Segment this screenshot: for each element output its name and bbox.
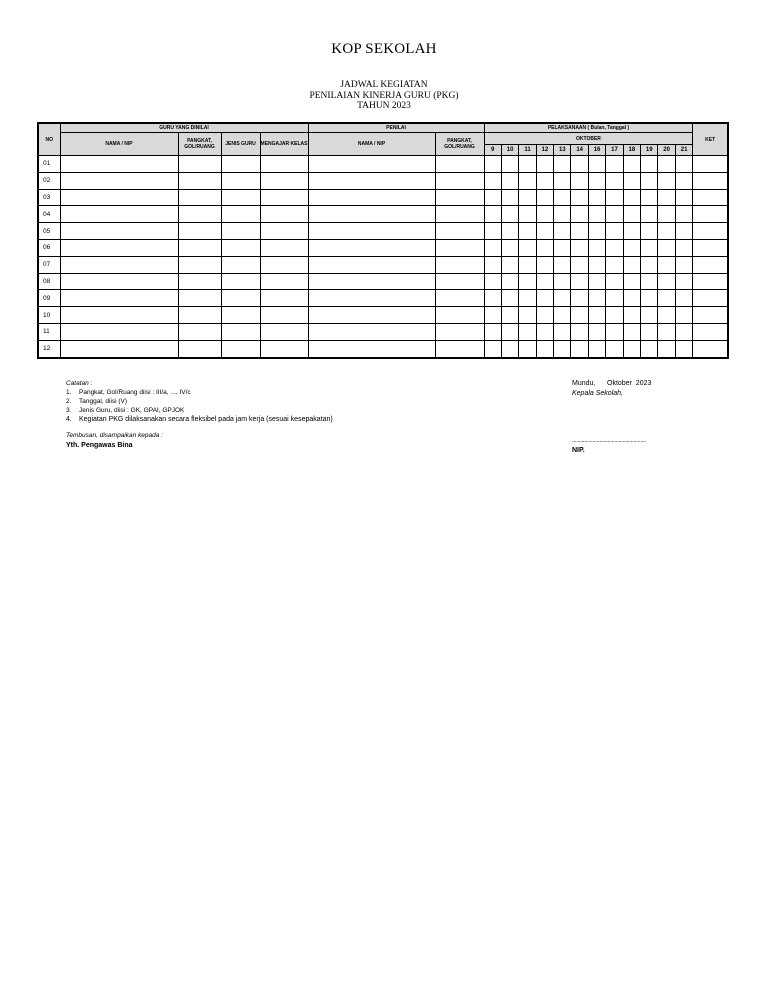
penilai-pangkat-cell[interactable] bbox=[435, 189, 484, 206]
day-cell[interactable] bbox=[554, 172, 571, 189]
day-cell[interactable] bbox=[588, 307, 605, 324]
header-ket: KET bbox=[693, 123, 728, 156]
day-cell[interactable] bbox=[536, 223, 553, 240]
row-number: 05 bbox=[38, 223, 60, 240]
day-cell[interactable] bbox=[519, 189, 536, 206]
penilai-nama-cell[interactable] bbox=[308, 273, 435, 290]
day-cell[interactable] bbox=[501, 206, 518, 223]
penilai-nama-cell[interactable] bbox=[308, 323, 435, 340]
table-row bbox=[38, 239, 728, 256]
day-cell[interactable] bbox=[675, 223, 693, 240]
day-cell[interactable] bbox=[641, 206, 658, 223]
day-cell[interactable] bbox=[588, 223, 605, 240]
day-header: 10 bbox=[501, 145, 518, 156]
day-cell[interactable] bbox=[658, 290, 675, 307]
day-cell[interactable] bbox=[623, 256, 640, 273]
day-cell[interactable] bbox=[484, 290, 501, 307]
penilai-nama-cell[interactable] bbox=[308, 223, 435, 240]
day-cell[interactable] bbox=[519, 206, 536, 223]
day-cell[interactable] bbox=[606, 273, 623, 290]
mengajar-kelas-cell[interactable] bbox=[260, 340, 308, 357]
table-row bbox=[38, 206, 728, 223]
day-cell[interactable] bbox=[554, 340, 571, 357]
header-penilai-pangkat: PANGKAT, GOL/RUANG bbox=[435, 133, 484, 156]
day-cell[interactable] bbox=[484, 273, 501, 290]
day-cell[interactable] bbox=[623, 206, 640, 223]
day-cell[interactable] bbox=[675, 206, 693, 223]
header-pelaksanaan: PELAKSANAAN ( Bulan, Tanggal ) bbox=[484, 123, 693, 133]
ket-cell[interactable] bbox=[693, 273, 728, 290]
penilai-nama-cell[interactable] bbox=[308, 206, 435, 223]
day-cell[interactable] bbox=[571, 223, 588, 240]
day-cell[interactable] bbox=[519, 239, 536, 256]
schedule-table bbox=[37, 122, 729, 359]
table-row bbox=[38, 340, 728, 357]
day-cell[interactable] bbox=[606, 223, 623, 240]
day-cell[interactable] bbox=[658, 340, 675, 357]
row-number: 09 bbox=[38, 290, 60, 307]
table-row bbox=[38, 156, 728, 173]
day-cell[interactable] bbox=[571, 273, 588, 290]
penilai-pangkat-cell[interactable] bbox=[435, 256, 484, 273]
ket-cell[interactable] bbox=[693, 340, 728, 357]
day-header: 21 bbox=[675, 145, 693, 156]
day-cell[interactable] bbox=[623, 290, 640, 307]
day-cell[interactable] bbox=[658, 239, 675, 256]
notes-heading: Catatan : bbox=[66, 380, 93, 387]
penilai-nama-cell[interactable] bbox=[308, 239, 435, 256]
day-cell[interactable] bbox=[658, 206, 675, 223]
jenis-guru-cell[interactable] bbox=[221, 340, 260, 357]
day-cell[interactable] bbox=[641, 156, 658, 173]
table-row bbox=[38, 223, 728, 240]
guru-nama-cell[interactable] bbox=[60, 307, 178, 324]
ket-cell[interactable] bbox=[693, 239, 728, 256]
day-cell[interactable] bbox=[658, 189, 675, 206]
day-cell[interactable] bbox=[658, 273, 675, 290]
day-cell[interactable] bbox=[536, 156, 553, 173]
mengajar-kelas-cell[interactable] bbox=[260, 290, 308, 307]
day-cell[interactable] bbox=[658, 172, 675, 189]
day-cell[interactable] bbox=[675, 156, 693, 173]
day-cell[interactable] bbox=[641, 189, 658, 206]
notes bbox=[66, 379, 333, 424]
day-cell[interactable] bbox=[641, 172, 658, 189]
row-number: 07 bbox=[38, 256, 60, 273]
guru-nama-cell[interactable] bbox=[60, 340, 178, 357]
day-cell[interactable] bbox=[606, 239, 623, 256]
day-cell[interactable] bbox=[623, 307, 640, 324]
day-cell[interactable] bbox=[641, 323, 658, 340]
kop-sekolah: KOP SEKOLAH bbox=[331, 41, 437, 57]
day-cell[interactable] bbox=[571, 206, 588, 223]
day-cell[interactable] bbox=[554, 223, 571, 240]
guru-nama-cell[interactable] bbox=[60, 273, 178, 290]
table-row bbox=[38, 189, 728, 206]
ket-cell[interactable] bbox=[693, 256, 728, 273]
mengajar-kelas-cell[interactable] bbox=[260, 156, 308, 173]
day-cell[interactable] bbox=[571, 172, 588, 189]
day-cell[interactable] bbox=[484, 340, 501, 357]
signature-line: ...................................................... bbox=[572, 438, 646, 444]
ket-cell[interactable] bbox=[693, 206, 728, 223]
jenis-guru-cell[interactable] bbox=[221, 156, 260, 173]
jenis-guru-cell[interactable] bbox=[221, 239, 260, 256]
tembusan-recipient: Yth. Pengawas Bina bbox=[66, 442, 133, 449]
mengajar-kelas-cell[interactable] bbox=[260, 323, 308, 340]
day-cell[interactable] bbox=[641, 340, 658, 357]
table-row bbox=[38, 172, 728, 189]
day-cell[interactable] bbox=[588, 273, 605, 290]
day-cell[interactable] bbox=[623, 172, 640, 189]
guru-pangkat-cell[interactable] bbox=[178, 323, 221, 340]
day-cell[interactable] bbox=[588, 172, 605, 189]
day-cell[interactable] bbox=[484, 223, 501, 240]
day-cell[interactable] bbox=[501, 256, 518, 273]
day-cell[interactable] bbox=[484, 307, 501, 324]
document-title bbox=[0, 80, 768, 112]
header-mengajar-kelas: MENGAJAR KELAS bbox=[260, 133, 308, 156]
day-cell[interactable] bbox=[536, 256, 553, 273]
day-cell[interactable] bbox=[588, 290, 605, 307]
day-header: 20 bbox=[658, 145, 675, 156]
day-cell[interactable] bbox=[623, 189, 640, 206]
penilai-nama-cell[interactable] bbox=[308, 256, 435, 273]
guru-pangkat-cell[interactable] bbox=[178, 307, 221, 324]
day-cell[interactable] bbox=[675, 189, 693, 206]
day-cell[interactable] bbox=[675, 340, 693, 357]
day-cell[interactable] bbox=[623, 323, 640, 340]
penilai-pangkat-cell[interactable] bbox=[435, 206, 484, 223]
day-cell[interactable] bbox=[519, 256, 536, 273]
day-cell[interactable] bbox=[519, 323, 536, 340]
day-cell[interactable] bbox=[641, 307, 658, 324]
day-cell[interactable] bbox=[501, 172, 518, 189]
day-header: 19 bbox=[641, 145, 658, 156]
guru-nama-cell[interactable] bbox=[60, 172, 178, 189]
day-cell[interactable] bbox=[606, 340, 623, 357]
guru-pangkat-cell[interactable] bbox=[178, 256, 221, 273]
note-item: 1. Pangkat, Gol/Ruang diisi : III/a, ..., IV/c bbox=[66, 389, 191, 396]
place-date: Mundu, Oktober 2023 bbox=[572, 380, 652, 387]
header-guru-pangkat: PANGKAT, GOL/RUANG bbox=[178, 133, 221, 156]
day-cell[interactable] bbox=[606, 290, 623, 307]
note-item: 4. Kegiatan PKG dilaksanakan secara fleksibel pada jam kerja (sesuai kesepakatan) bbox=[66, 416, 333, 423]
day-cell[interactable] bbox=[606, 307, 623, 324]
day-cell[interactable] bbox=[606, 172, 623, 189]
day-cell[interactable] bbox=[623, 239, 640, 256]
signer-nip: NIP. bbox=[572, 447, 585, 454]
day-cell[interactable] bbox=[588, 189, 605, 206]
table-row bbox=[38, 273, 728, 290]
day-header: 11 bbox=[519, 145, 536, 156]
day-cell[interactable] bbox=[554, 239, 571, 256]
day-cell[interactable] bbox=[641, 290, 658, 307]
day-cell[interactable] bbox=[519, 156, 536, 173]
title-line-3: TAHUN 2023 bbox=[357, 101, 411, 111]
ket-cell[interactable] bbox=[693, 189, 728, 206]
day-cell[interactable] bbox=[536, 206, 553, 223]
day-cell[interactable] bbox=[536, 290, 553, 307]
jenis-guru-cell[interactable] bbox=[221, 290, 260, 307]
day-cell[interactable] bbox=[554, 189, 571, 206]
mengajar-kelas-cell[interactable] bbox=[260, 172, 308, 189]
day-cell[interactable] bbox=[623, 223, 640, 240]
header-guru-dinilai: GURU YANG DINILAI bbox=[60, 123, 308, 133]
day-cell[interactable] bbox=[554, 256, 571, 273]
day-cell[interactable] bbox=[658, 323, 675, 340]
day-cell[interactable] bbox=[641, 256, 658, 273]
note-item: 2. Tanggal, diisi (V) bbox=[66, 398, 128, 405]
penilai-pangkat-cell[interactable] bbox=[435, 340, 484, 357]
day-cell[interactable] bbox=[658, 223, 675, 240]
day-cell[interactable] bbox=[606, 206, 623, 223]
day-cell[interactable] bbox=[641, 273, 658, 290]
day-cell[interactable] bbox=[484, 156, 501, 173]
jenis-guru-cell[interactable] bbox=[221, 223, 260, 240]
day-cell[interactable] bbox=[484, 323, 501, 340]
guru-pangkat-cell[interactable] bbox=[178, 340, 221, 357]
day-cell[interactable] bbox=[675, 239, 693, 256]
mengajar-kelas-cell[interactable] bbox=[260, 273, 308, 290]
day-cell[interactable] bbox=[641, 223, 658, 240]
guru-pangkat-cell[interactable] bbox=[178, 156, 221, 173]
day-cell[interactable] bbox=[484, 172, 501, 189]
ket-cell[interactable] bbox=[693, 307, 728, 324]
guru-pangkat-cell[interactable] bbox=[178, 239, 221, 256]
mengajar-kelas-cell[interactable] bbox=[260, 206, 308, 223]
guru-pangkat-cell[interactable] bbox=[178, 290, 221, 307]
row-number: 03 bbox=[38, 189, 60, 206]
row-number: 02 bbox=[38, 172, 60, 189]
day-cell[interactable] bbox=[606, 156, 623, 173]
day-cell[interactable] bbox=[658, 256, 675, 273]
penilai-pangkat-cell[interactable] bbox=[435, 223, 484, 240]
jenis-guru-cell[interactable] bbox=[221, 189, 260, 206]
penilai-nama-cell[interactable] bbox=[308, 172, 435, 189]
day-cell[interactable] bbox=[658, 307, 675, 324]
guru-nama-cell[interactable] bbox=[60, 239, 178, 256]
ket-cell[interactable] bbox=[693, 290, 728, 307]
row-number: 12 bbox=[38, 340, 60, 357]
tembusan bbox=[66, 431, 163, 451]
day-cell[interactable] bbox=[588, 239, 605, 256]
day-cell[interactable] bbox=[536, 307, 553, 324]
day-cell[interactable] bbox=[536, 273, 553, 290]
header-jenis-guru: JENIS GURU bbox=[221, 133, 260, 156]
mengajar-kelas-cell[interactable] bbox=[260, 256, 308, 273]
day-cell[interactable] bbox=[501, 340, 518, 357]
guru-nama-cell[interactable] bbox=[60, 323, 178, 340]
guru-nama-cell[interactable] bbox=[60, 256, 178, 273]
day-cell[interactable] bbox=[501, 223, 518, 240]
jenis-guru-cell[interactable] bbox=[221, 256, 260, 273]
row-number: 01 bbox=[38, 156, 60, 173]
day-cell[interactable] bbox=[554, 273, 571, 290]
day-cell[interactable] bbox=[554, 307, 571, 324]
day-cell[interactable] bbox=[484, 206, 501, 223]
day-cell[interactable] bbox=[536, 189, 553, 206]
day-cell[interactable] bbox=[588, 206, 605, 223]
penilai-nama-cell[interactable] bbox=[308, 156, 435, 173]
day-cell[interactable] bbox=[588, 256, 605, 273]
row-number: 08 bbox=[38, 273, 60, 290]
day-cell[interactable] bbox=[658, 156, 675, 173]
row-number: 04 bbox=[38, 206, 60, 223]
day-cell[interactable] bbox=[571, 290, 588, 307]
header-month: OKTOBER bbox=[484, 133, 693, 145]
jenis-guru-cell[interactable] bbox=[221, 307, 260, 324]
day-cell[interactable] bbox=[484, 189, 501, 206]
penilai-pangkat-cell[interactable] bbox=[435, 307, 484, 324]
guru-nama-cell[interactable] bbox=[60, 206, 178, 223]
day-cell[interactable] bbox=[571, 323, 588, 340]
day-cell[interactable] bbox=[554, 323, 571, 340]
day-cell[interactable] bbox=[571, 239, 588, 256]
row-number: 11 bbox=[38, 323, 60, 340]
day-cell[interactable] bbox=[675, 273, 693, 290]
day-cell[interactable] bbox=[536, 172, 553, 189]
row-number: 06 bbox=[38, 239, 60, 256]
day-cell[interactable] bbox=[623, 340, 640, 357]
ket-cell[interactable] bbox=[693, 323, 728, 340]
day-cell[interactable] bbox=[554, 156, 571, 173]
penilai-nama-cell[interactable] bbox=[308, 290, 435, 307]
penilai-nama-cell[interactable] bbox=[308, 189, 435, 206]
jenis-guru-cell[interactable] bbox=[221, 206, 260, 223]
jenis-guru-cell[interactable] bbox=[221, 323, 260, 340]
day-cell[interactable] bbox=[536, 239, 553, 256]
day-cell[interactable] bbox=[606, 189, 623, 206]
guru-nama-cell[interactable] bbox=[60, 223, 178, 240]
day-cell[interactable] bbox=[501, 189, 518, 206]
day-cell[interactable] bbox=[519, 307, 536, 324]
header-guru-nama: NAMA / NIP bbox=[60, 133, 178, 156]
guru-nama-cell[interactable] bbox=[60, 156, 178, 173]
day-cell[interactable] bbox=[675, 290, 693, 307]
table-row bbox=[38, 256, 728, 273]
penilai-pangkat-cell[interactable] bbox=[435, 156, 484, 173]
day-header: 9 bbox=[484, 145, 501, 156]
day-cell[interactable] bbox=[641, 239, 658, 256]
day-cell[interactable] bbox=[554, 206, 571, 223]
day-cell[interactable] bbox=[501, 156, 518, 173]
day-cell[interactable] bbox=[554, 290, 571, 307]
tembusan-label: Tembusan, disampaikan kepada : bbox=[66, 432, 163, 439]
guru-pangkat-cell[interactable] bbox=[178, 189, 221, 206]
day-cell[interactable] bbox=[588, 156, 605, 173]
header-no: NO bbox=[38, 123, 60, 156]
ket-cell[interactable] bbox=[693, 172, 728, 189]
penilai-pangkat-cell[interactable] bbox=[435, 273, 484, 290]
day-cell[interactable] bbox=[623, 156, 640, 173]
penilai-pangkat-cell[interactable] bbox=[435, 323, 484, 340]
day-cell[interactable] bbox=[501, 307, 518, 324]
ket-cell[interactable] bbox=[693, 156, 728, 173]
table-row bbox=[38, 290, 728, 307]
day-cell[interactable] bbox=[571, 307, 588, 324]
day-cell[interactable] bbox=[571, 156, 588, 173]
mengajar-kelas-cell[interactable] bbox=[260, 307, 308, 324]
day-cell[interactable] bbox=[519, 340, 536, 357]
jenis-guru-cell[interactable] bbox=[221, 273, 260, 290]
title-line-1: JADWAL KEGIATAN bbox=[340, 80, 428, 90]
header-penilai-nama: NAMA / NIP bbox=[308, 133, 435, 156]
day-cell[interactable] bbox=[536, 340, 553, 357]
day-cell[interactable] bbox=[571, 256, 588, 273]
day-cell[interactable] bbox=[501, 290, 518, 307]
day-cell[interactable] bbox=[588, 340, 605, 357]
day-cell[interactable] bbox=[606, 256, 623, 273]
guru-pangkat-cell[interactable] bbox=[178, 223, 221, 240]
header-penilai: PENILAI bbox=[308, 123, 484, 133]
day-cell[interactable] bbox=[606, 323, 623, 340]
day-cell[interactable] bbox=[571, 189, 588, 206]
day-header: 18 bbox=[623, 145, 640, 156]
guru-pangkat-cell[interactable] bbox=[178, 273, 221, 290]
table-row bbox=[38, 323, 728, 340]
penilai-pangkat-cell[interactable] bbox=[435, 239, 484, 256]
guru-nama-cell[interactable] bbox=[60, 290, 178, 307]
penilai-pangkat-cell[interactable] bbox=[435, 172, 484, 189]
guru-pangkat-cell[interactable] bbox=[178, 206, 221, 223]
row-number: 10 bbox=[38, 307, 60, 324]
penilai-pangkat-cell[interactable] bbox=[435, 290, 484, 307]
day-header: 16 bbox=[588, 145, 605, 156]
day-header: 13 bbox=[554, 145, 571, 156]
day-header: 12 bbox=[536, 145, 553, 156]
day-cell[interactable] bbox=[623, 273, 640, 290]
day-cell[interactable] bbox=[501, 323, 518, 340]
day-cell[interactable] bbox=[675, 323, 693, 340]
signature-block bbox=[572, 379, 651, 456]
penilai-nama-cell[interactable] bbox=[308, 307, 435, 324]
day-cell[interactable] bbox=[519, 290, 536, 307]
day-cell[interactable] bbox=[501, 273, 518, 290]
mengajar-kelas-cell[interactable] bbox=[260, 223, 308, 240]
day-cell[interactable] bbox=[588, 323, 605, 340]
day-cell[interactable] bbox=[675, 172, 693, 189]
table-row bbox=[38, 307, 728, 324]
guru-nama-cell[interactable] bbox=[60, 189, 178, 206]
day-cell[interactable] bbox=[484, 239, 501, 256]
mengajar-kelas-cell[interactable] bbox=[260, 189, 308, 206]
day-cell[interactable] bbox=[675, 307, 693, 324]
day-cell[interactable] bbox=[501, 239, 518, 256]
guru-pangkat-cell[interactable] bbox=[178, 172, 221, 189]
mengajar-kelas-cell[interactable] bbox=[260, 239, 308, 256]
day-cell[interactable] bbox=[484, 256, 501, 273]
day-header: 17 bbox=[606, 145, 623, 156]
title-line-2: PENILAIAN KINERJA GURU (PKG) bbox=[309, 90, 459, 101]
note-item: 3. Jenis Guru, diisi : GK, GPAI, GPJOK bbox=[66, 407, 185, 414]
penilai-nama-cell[interactable] bbox=[308, 340, 435, 357]
ket-cell[interactable] bbox=[693, 223, 728, 240]
day-cell[interactable] bbox=[519, 223, 536, 240]
day-cell[interactable] bbox=[536, 323, 553, 340]
notes-list bbox=[66, 388, 333, 424]
day-cell[interactable] bbox=[519, 273, 536, 290]
day-header: 14 bbox=[571, 145, 588, 156]
jenis-guru-cell[interactable] bbox=[221, 172, 260, 189]
day-cell[interactable] bbox=[571, 340, 588, 357]
signer-role: Kepala Sekolah, bbox=[572, 390, 623, 397]
day-cell[interactable] bbox=[519, 172, 536, 189]
day-cell[interactable] bbox=[675, 256, 693, 273]
